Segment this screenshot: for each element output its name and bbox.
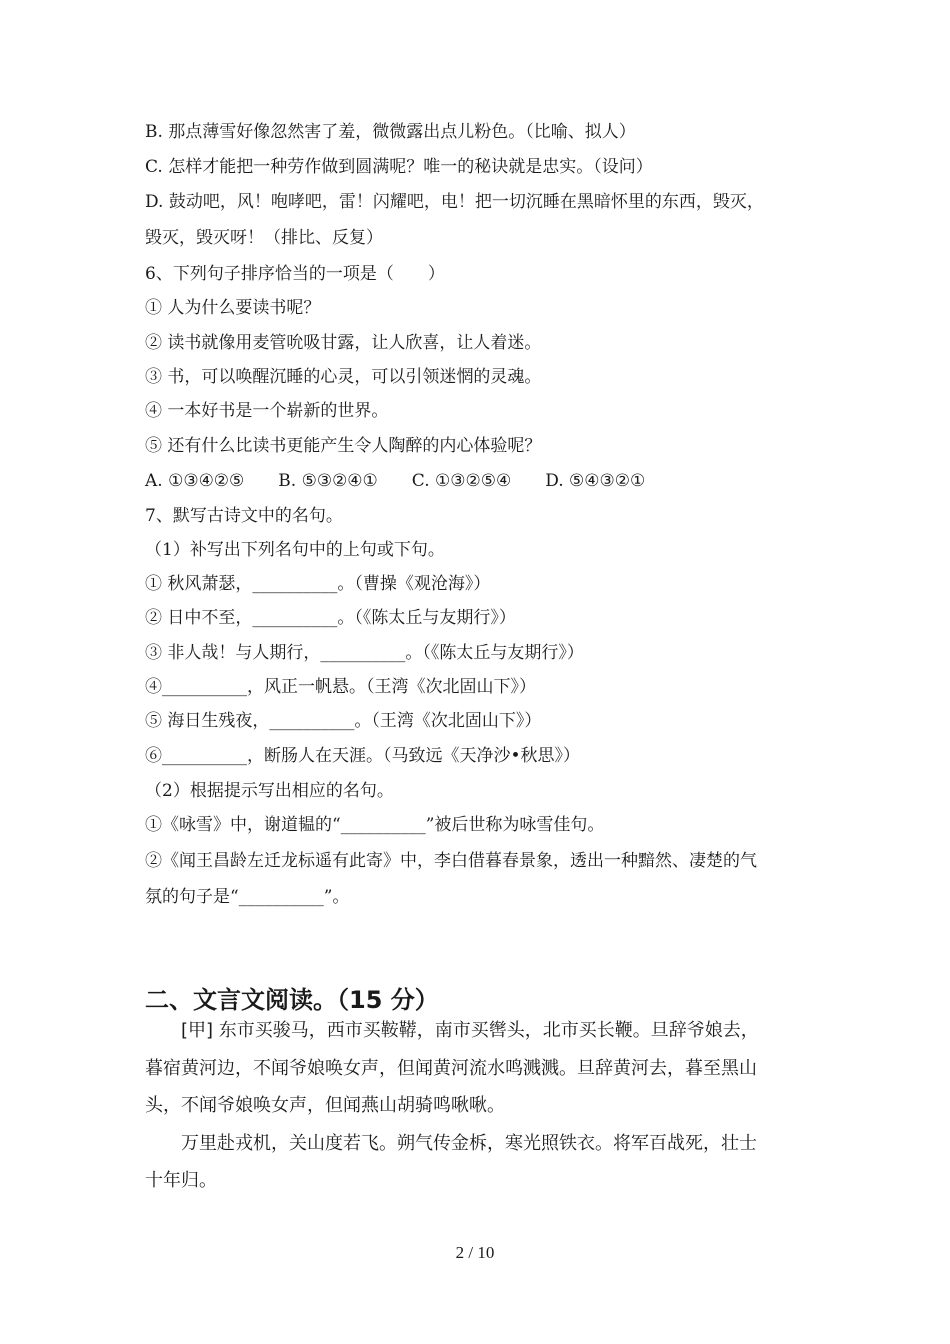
passage-para2-line2: 十年归。 <box>145 1170 217 1191</box>
q6-item-5: ⑤ 还有什么比读书更能产生令人陶醉的内心体验呢？ <box>145 436 542 456</box>
q7-part2-title: （2）根据提示写出相应的名句。 <box>145 781 394 801</box>
passage-para1-line2: 暮宿黄河边，不闻爷娘唤女声，但闻黄河流水鸣溅溅。旦辞黄河去，暮至黑山 <box>145 1058 757 1079</box>
passage-para1-line3: 头，不闻爷娘唤女声，但闻燕山胡骑鸣啾啾。 <box>145 1095 505 1116</box>
q6-item-4: ④ 一本好书是一个崭新的世界。 <box>145 401 389 421</box>
q6-question: 6、下列句子排序恰当的一项是（ ） <box>145 264 445 284</box>
page-number: 2 / 10 <box>455 1243 495 1262</box>
q5-option-b: B. 那点薄雪好像忽然害了羞，微微露出点儿粉色。（比喻、拟人） <box>145 122 636 142</box>
q7-part2-item-2-line1: ②《闻王昌龄左迁龙标遥有此寄》中，李白借暮春景象，透出一种黯然、凄楚的气 <box>145 851 757 871</box>
q7-part2-item-1: ①《咏雪》中，谢道韫的“__________”被后世称为咏雪佳句。 <box>145 815 605 835</box>
q6-item-3: ③ 书，可以唤醒沉睡的心灵，可以引领迷惘的灵魂。 <box>145 367 542 387</box>
q7-question: 7、默写古诗文中的名句。 <box>145 506 343 526</box>
passage-para1-line1: [甲] 东市买骏马，西市买鞍鞯，南市买辔头，北市买长鞭。旦辞爷娘去， <box>145 1020 759 1041</box>
q7-part1-title: （1）补写出下列名句中的上句或下句。 <box>145 540 445 560</box>
q7-part1-item-1: ① 秋风萧瑟，__________。（曹操《观沧海》） <box>145 574 491 594</box>
q7-part1-item-4: ④__________，风正一帆悬。（王湾《次北固山下》） <box>145 677 536 697</box>
q5-option-c: C. 怎样才能把一种劳作做到圆满呢？唯一的秘诀就是忠实。（设问） <box>145 157 653 177</box>
q5-option-d-line2: 毁灭，毁灭呀！（排比、反复） <box>145 228 383 248</box>
q6-item-1: ① 人为什么要读书呢？ <box>145 298 321 318</box>
q7-part2-item-2-line2: 氛的句子是“__________”。 <box>145 887 350 907</box>
passage-para2-line1: 万里赴戎机，关山度若飞。朔气传金柝，寒光照铁衣。将军百战死，壮士 <box>145 1133 757 1154</box>
q6-item-2: ② 读书就像用麦管吮吸甘露，让人欣喜，让人着迷。 <box>145 333 542 353</box>
q7-part1-item-6: ⑥__________，断肠人在天涯。（马致远《天净沙•秋思》） <box>145 746 581 766</box>
q7-part1-item-5: ⑤ 海日生残夜，__________。（王湾《次北固山下》） <box>145 711 542 731</box>
q7-part1-item-2: ② 日中不至，__________。（《陈太丘与友期行》） <box>145 608 516 628</box>
q6-options: A. ①③④②⑤ B. ⑤③②④① C. ①③②⑤④ D. ⑤④③②① <box>145 471 646 491</box>
q5-option-d-line1: D. 鼓动吧，风！咆哮吧，雷！闪耀吧，电！把一切沉睡在黑暗怀里的东西，毁灭， <box>145 192 764 212</box>
section-heading: 二、文言文阅读。（15 分） <box>145 986 439 1014</box>
q7-part1-item-3: ③ 非人哉！与人期行，__________。（《陈太丘与友期行》） <box>145 643 584 663</box>
